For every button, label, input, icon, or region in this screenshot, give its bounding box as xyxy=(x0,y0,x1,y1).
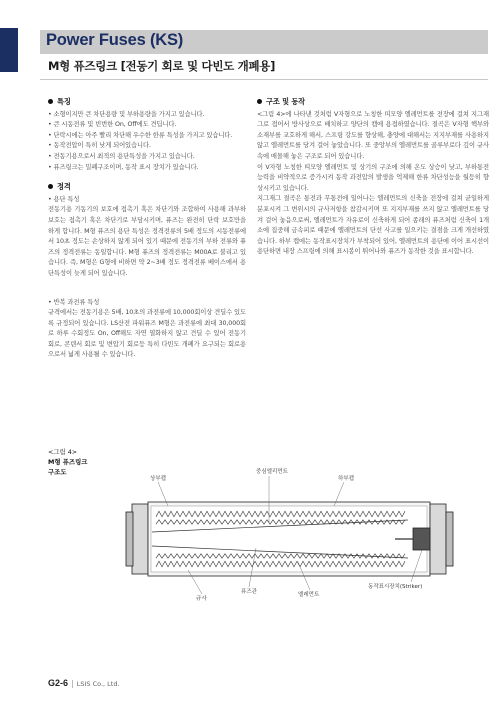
right-column xyxy=(257,97,489,258)
list-item: • 단락시에는 아주 빨리 차단해 우수한 한류 특성을 가지고 있습니다. xyxy=(48,131,233,139)
label-element: 엘레먼트 xyxy=(298,592,320,598)
label-bottom-cap: 하부캡 xyxy=(338,476,354,482)
striker-shape xyxy=(413,528,430,550)
figure-caption xyxy=(48,447,87,477)
section-subtitle: M형 퓨즈링크 [전동기 회로 및 다빈도 개폐용] xyxy=(48,59,276,73)
list-item: • 큰 시동전류 및 빈번한 On, Off에도 견딥니다. xyxy=(48,121,177,129)
structure-paragraph-1: <그림 4>에 나타낸 것처럼 V자형으로 노칭한 띠모양 엘레먼트를 전장에 걸쳐 지그재그로 접어서 방사상으로 배치하고 양단의 캡에 용접하였습니다. 절곡은 V자형 핵부와 소재부를 교호하게 해서, 스프링 강도를 향상해, 충양에 대해서는 지지부재를 사용하지 않고 엘레먼트를 당겨 걸어 놓았습니다. 또 중앙부의 엘레먼트를 골루부로다 깊이 규사속에 매몰해 놓은 구조로 되어 있습니다. xyxy=(257,110,489,160)
list-item: • 퓨즈링크는 밀폐구조이며, 동작 표시 장치가 있습니다. xyxy=(48,163,199,171)
label-indicator: 동작표시장치(Striker) xyxy=(368,584,423,590)
rating-title: 정격 xyxy=(57,182,71,192)
page-footer: G2-6 | LSIS Co., Ltd. xyxy=(48,678,120,688)
bottom-cap-shape xyxy=(430,504,446,574)
label-support: 중심엘리먼트 xyxy=(256,469,288,475)
features-heading xyxy=(48,97,246,108)
top-cap-terminal xyxy=(126,512,133,566)
sidebar-color-tab xyxy=(0,28,18,72)
list-item: • 전동기용으로서 최적의 용단특성을 가지고 있습니다. xyxy=(48,152,195,160)
figure-title-line2: 구조도 xyxy=(48,468,67,476)
melting-subheading: • 용단 특성 xyxy=(48,195,80,203)
melting-paragraph: 전동기용 기동기의 보호에 접촉기 혹은 차단기와 조합하여 사용해 과부하보호는 접촉기 혹은 차단기로 부담시키며, 퓨즈는 완전히 단락 보호만을 하게 합니다. M형 퓨즈의 용단 특성은 정격전류의 5배 정도의 시동전류에서 10초 정도는 손상하지 않게 되어 있기 때문에 전동기의 부하 전류와 퓨즈의 정격전류는 동일합니다. M형 퓨즈의 정격전류는 M00A로 불리고 있습니다. 즉, M형은 G형에 비하면 약 2~3배 정도 정격전류 베이스에서 용단특성이 늦게 되어 있습니다. xyxy=(48,206,246,277)
bullet-icon xyxy=(48,184,53,189)
structure-title: 구조 및 동작 xyxy=(266,97,306,106)
top-cap-shape xyxy=(132,504,148,574)
left-column xyxy=(48,97,246,361)
bullet-icon xyxy=(48,99,53,104)
figure-title-line1: M형 퓨즈링크 xyxy=(48,458,88,466)
features-list xyxy=(48,110,246,174)
page-title: Power Fuses (KS) xyxy=(46,31,184,49)
label-porcelain: 퓨즈관 xyxy=(241,589,257,595)
list-item: • 동작전압이 특히 낮게 되어있습니다. xyxy=(48,142,151,150)
label-top-cap: 상부캡 xyxy=(150,476,166,482)
rating-heading xyxy=(48,182,246,193)
label-silica: 규사 xyxy=(196,596,207,602)
fuse-structure-diagram xyxy=(110,462,490,622)
header-divider xyxy=(40,79,488,80)
list-item: • 소형이지만 큰 차단용량 및 부하용량을 가지고 있습니다. xyxy=(48,110,205,118)
surge-subheading: • 반복 과전류 특성 xyxy=(48,298,100,306)
structure-paragraph-3: 지그재그 절곡은 통전과 무통전에 일어나는 엘레먼트의 신축을 전장에 걸쳐 균일하게 분포시켜 그 변위시의 규사저항을 참감시키며 또 지지부재를 쓰지 않고 엘레먼트를 당겨 걸어 놓음으로써, 엘레먼트가 자유로이 신축하게 되어 종래의 퓨즈처럼 신축이 1개소에 집중해 금속피로 때문에 엘레먼트의 단선 사고를 일으키는 결점을 크게 개선하였습니다. 하부 캡에는 동작표시장치가 부착되어 있어, 엘레먼트의 용단에 이어 표시선이 용단하면 내장 스프링에 의해 표시봉이 튀어나와 퓨즈가 동작한 것을 표시합니다. xyxy=(257,195,489,256)
figure-number: <그림 4> xyxy=(48,448,78,456)
structure-paragraph-2: 이 V자형 노칭한 띠모양 엘레먼트 및 상기의 구조에 의해 온도 상승이 낮고, 부하통전능력을 비약적으로 증가시켜 동작 과전압의 발생을 억제해 한류 차단성능을 월등히 향상시키고 있습니다. xyxy=(257,163,489,192)
company-name: LSIS Co., Ltd. xyxy=(76,680,120,688)
features-title: 특징 xyxy=(57,97,71,106)
surge-paragraph: 규격에서는 전동기용은 5배, 10초의 과전류에 10,000회이상 견딜수 있도록 규정되어 있습니다. LS산전 파워퓨즈 M형은 과전류에 최대 30,000회로 하루 수회정도 On, Off해도 자연 열화하지 않고 견딜 수 있어 전동기 회로, 콘덴서 회로 및 변압기 회로등 특히 다빈도 개폐가 요구되는 회로용으로서 넓게 사용될 수 있습니다. xyxy=(48,309,246,359)
bottom-cap-terminal xyxy=(446,512,453,566)
bullet-icon xyxy=(257,99,262,104)
structure-heading xyxy=(257,97,489,108)
page-number: G2-6 xyxy=(48,678,69,688)
